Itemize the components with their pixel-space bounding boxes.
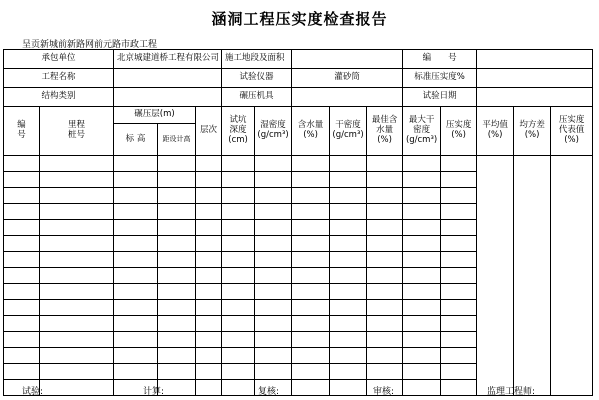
table-cell[interactable] (255, 332, 292, 348)
table-cell[interactable] (403, 316, 441, 332)
table-cell[interactable] (403, 268, 441, 284)
contractor-label: 承包单位 (4, 50, 114, 69)
table-cell[interactable] (255, 252, 292, 268)
std-compaction-value (477, 69, 593, 88)
table-cell[interactable] (551, 156, 593, 396)
table-cell[interactable] (514, 156, 551, 396)
table-cell[interactable] (158, 268, 196, 284)
table-cell[interactable] (40, 316, 114, 332)
header-max-dry-density: 最大干 密度 (g/cm³) (403, 107, 441, 156)
table-cell[interactable] (441, 300, 477, 316)
contractor-value: 北京城建道桥工程有限公司 (114, 50, 222, 69)
table-cell[interactable] (114, 284, 158, 300)
table-cell[interactable] (40, 252, 114, 268)
project-label: 工程名称 (4, 69, 114, 88)
table-cell[interactable] (367, 220, 403, 236)
table-cell[interactable] (403, 236, 441, 252)
table-cell[interactable] (441, 236, 477, 252)
table-cell[interactable] (40, 284, 114, 300)
info-row-1 (4, 50, 593, 69)
reviewer-label: 复核: (258, 387, 280, 397)
header-dry-density: 干密度 (g/cm³) (330, 107, 367, 156)
table-cell[interactable] (367, 300, 403, 316)
table-cell[interactable] (222, 300, 255, 316)
table-cell[interactable] (330, 252, 367, 268)
table-cell[interactable] (367, 268, 403, 284)
table-cell[interactable] (158, 364, 196, 380)
table-cell[interactable] (222, 268, 255, 284)
table-cell[interactable] (403, 188, 441, 204)
table-cell[interactable] (403, 284, 441, 300)
table-cell[interactable] (196, 316, 222, 332)
table-cell[interactable] (158, 220, 196, 236)
tester-label: 试验: (22, 387, 44, 397)
header-station: 里程 桩号 (40, 107, 114, 156)
table-cell[interactable] (330, 300, 367, 316)
table-cell[interactable] (158, 156, 196, 172)
structure-value (114, 88, 222, 107)
table-cell[interactable] (40, 204, 114, 220)
table-cell[interactable] (441, 188, 477, 204)
table-cell[interactable] (158, 284, 196, 300)
header-layer-no: 层次 (196, 107, 222, 156)
table-row (4, 156, 593, 172)
table-cell[interactable] (330, 316, 367, 332)
table-cell[interactable] (196, 348, 222, 364)
table-cell[interactable] (367, 204, 403, 220)
table-cell[interactable] (114, 252, 158, 268)
table-cell[interactable] (114, 300, 158, 316)
table-cell[interactable] (367, 252, 403, 268)
header-moisture: 含水量 (%) (292, 107, 330, 156)
table-cell[interactable] (222, 172, 255, 188)
table-cell[interactable] (441, 364, 477, 380)
table-cell[interactable] (222, 284, 255, 300)
table-cell[interactable] (292, 172, 330, 188)
table-cell[interactable] (255, 268, 292, 284)
table-cell[interactable] (158, 348, 196, 364)
structure-label: 结构类别 (4, 88, 114, 107)
table-cell[interactable] (196, 300, 222, 316)
site-label: 施工地段及面积 (222, 50, 292, 69)
roller-label: 碾压机具 (222, 88, 292, 107)
table-cell[interactable] (330, 348, 367, 364)
table-cell[interactable] (4, 188, 40, 204)
table-cell[interactable] (114, 332, 158, 348)
table-cell[interactable] (222, 332, 255, 348)
number-value (477, 50, 593, 69)
table-cell[interactable] (222, 156, 255, 172)
table-cell[interactable] (40, 348, 114, 364)
table-cell[interactable] (222, 188, 255, 204)
table-cell[interactable] (158, 236, 196, 252)
report-title: 涵洞工程压实度检查报告 (211, 10, 388, 28)
table-cell[interactable] (158, 316, 196, 332)
table-cell[interactable] (330, 284, 367, 300)
table-cell[interactable] (4, 364, 40, 380)
table-cell[interactable] (196, 188, 222, 204)
table-cell[interactable] (367, 284, 403, 300)
table-cell[interactable] (4, 316, 40, 332)
table-cell[interactable] (292, 220, 330, 236)
table-cell[interactable] (40, 332, 114, 348)
table-cell[interactable] (196, 204, 222, 220)
table-cell[interactable] (222, 204, 255, 220)
table-cell[interactable] (255, 348, 292, 364)
table-cell[interactable] (403, 332, 441, 348)
table-cell[interactable] (255, 156, 292, 172)
table-cell[interactable] (196, 284, 222, 300)
table-cell[interactable] (222, 220, 255, 236)
table-cell[interactable] (114, 364, 158, 380)
header-design-dist: 距设计高 (158, 124, 196, 156)
table-cell[interactable] (222, 348, 255, 364)
table-cell[interactable] (222, 252, 255, 268)
table-cell[interactable] (255, 364, 292, 380)
table-cell[interactable] (255, 172, 292, 188)
table-cell[interactable] (114, 268, 158, 284)
table-cell[interactable] (114, 172, 158, 188)
table-cell[interactable] (158, 204, 196, 220)
table-cell[interactable] (330, 220, 367, 236)
table-cell[interactable] (441, 332, 477, 348)
header-optimum-moisture: 最佳含 水量 (%) (367, 107, 403, 156)
table-cell[interactable] (330, 236, 367, 252)
table-cell[interactable] (330, 204, 367, 220)
table-cell[interactable] (196, 236, 222, 252)
table-cell[interactable] (158, 188, 196, 204)
table-cell[interactable] (292, 188, 330, 204)
calculator-label: 计算: (143, 387, 165, 397)
table-cell[interactable] (196, 268, 222, 284)
table-cell[interactable] (330, 172, 367, 188)
table-cell[interactable] (367, 364, 403, 380)
table-cell[interactable] (330, 332, 367, 348)
table-cell[interactable] (158, 172, 196, 188)
header-serial: 编 号 (4, 107, 40, 156)
table-cell[interactable] (292, 204, 330, 220)
table-cell[interactable] (292, 156, 330, 172)
table-cell[interactable] (40, 220, 114, 236)
table-cell[interactable] (403, 172, 441, 188)
table-cell[interactable] (441, 156, 477, 172)
table-cell[interactable] (196, 172, 222, 188)
table-cell[interactable] (367, 156, 403, 172)
table-cell[interactable] (441, 268, 477, 284)
table-cell[interactable] (292, 284, 330, 300)
table-cell[interactable] (367, 188, 403, 204)
table-cell[interactable] (367, 332, 403, 348)
table-cell[interactable] (196, 156, 222, 172)
table-cell[interactable] (367, 172, 403, 188)
table-cell[interactable] (441, 348, 477, 364)
table-cell[interactable] (114, 204, 158, 220)
table-cell[interactable] (255, 284, 292, 300)
compaction-report-table (3, 49, 593, 396)
table-cell[interactable] (292, 268, 330, 284)
table-cell[interactable] (403, 252, 441, 268)
table-cell[interactable] (255, 188, 292, 204)
table-cell[interactable] (441, 220, 477, 236)
table-cell[interactable] (4, 204, 40, 220)
auditor-label: 审核: (373, 387, 395, 397)
table-cell[interactable] (114, 316, 158, 332)
table-cell[interactable] (403, 300, 441, 316)
roller-value (292, 88, 403, 107)
table-cell[interactable] (441, 284, 477, 300)
table-cell[interactable] (4, 348, 40, 364)
header-wet-density: 湿密度 (g/cm³) (255, 107, 292, 156)
table-cell[interactable] (441, 316, 477, 332)
table-cell[interactable] (441, 204, 477, 220)
test-date-label: 试验日期 (403, 88, 477, 107)
table-cell[interactable] (403, 220, 441, 236)
table-cell[interactable] (40, 364, 114, 380)
table-cell[interactable] (158, 332, 196, 348)
header-row-1 (4, 107, 593, 124)
table-cell[interactable] (114, 156, 158, 172)
table-cell[interactable] (40, 236, 114, 252)
table-cell[interactable] (330, 364, 367, 380)
table-cell[interactable] (403, 156, 441, 172)
table-cell[interactable] (222, 236, 255, 252)
header-elevation: 标 高 (114, 124, 158, 156)
table-cell[interactable] (367, 348, 403, 364)
table-cell[interactable] (158, 300, 196, 316)
table-cell[interactable] (292, 252, 330, 268)
table-cell[interactable] (114, 188, 158, 204)
table-cell[interactable] (40, 268, 114, 284)
table-cell[interactable] (196, 332, 222, 348)
table-cell[interactable] (4, 220, 40, 236)
table-cell[interactable] (114, 220, 158, 236)
table-cell[interactable] (255, 300, 292, 316)
table-cell[interactable] (4, 300, 40, 316)
table-cell[interactable] (40, 188, 114, 204)
table-cell[interactable] (292, 236, 330, 252)
table-cell[interactable] (292, 348, 330, 364)
header-pit-depth: 试坑 深度 (cm) (222, 107, 255, 156)
info-row-2 (4, 69, 593, 88)
test-date-value (477, 88, 593, 107)
table-cell[interactable] (222, 316, 255, 332)
table-cell[interactable] (255, 220, 292, 236)
table-cell[interactable] (441, 172, 477, 188)
instrument-value: 灌砂筒 (292, 69, 403, 88)
table-cell[interactable] (4, 268, 40, 284)
table-cell[interactable] (4, 252, 40, 268)
table-cell[interactable] (114, 236, 158, 252)
site-value (292, 50, 403, 69)
table-cell[interactable] (367, 236, 403, 252)
number-label: 编 号 (403, 50, 477, 69)
table-cell[interactable] (330, 268, 367, 284)
table-cell[interactable] (403, 364, 441, 380)
instrument-label: 试验仪器 (222, 69, 292, 88)
table-cell[interactable] (40, 172, 114, 188)
table-cell[interactable] (114, 348, 158, 364)
table-cell[interactable] (292, 332, 330, 348)
table-cell[interactable] (4, 172, 40, 188)
header-average: 平均值 (%) (477, 107, 514, 156)
data-rows (4, 156, 593, 396)
header-layer-group: 碾压层(m) (114, 107, 196, 124)
table-cell[interactable] (40, 156, 114, 172)
table-cell[interactable] (40, 300, 114, 316)
std-compaction-label: 标准压实度% (403, 69, 477, 88)
table-cell[interactable] (330, 156, 367, 172)
table-cell[interactable] (196, 220, 222, 236)
header-compaction: 压实度 (%) (441, 107, 477, 156)
project-value (114, 69, 222, 88)
header-variance: 均方差 (%) (514, 107, 551, 156)
table-cell[interactable] (477, 156, 514, 396)
table-cell[interactable] (4, 332, 40, 348)
table-cell[interactable] (292, 316, 330, 332)
table-cell[interactable] (403, 348, 441, 364)
table-cell[interactable] (222, 364, 255, 380)
table-cell[interactable] (158, 252, 196, 268)
table-cell[interactable] (4, 156, 40, 172)
project-name: 呈贡新城前新路网前元路市政工程 (22, 40, 158, 50)
table-cell[interactable] (330, 188, 367, 204)
info-row-3 (4, 88, 593, 107)
table-cell[interactable] (255, 204, 292, 220)
signature-footer (0, 384, 599, 398)
table-cell[interactable] (441, 252, 477, 268)
table-cell[interactable] (255, 316, 292, 332)
table-cell[interactable] (4, 284, 40, 300)
table-cell[interactable] (367, 316, 403, 332)
table-cell[interactable] (403, 204, 441, 220)
table-cell[interactable] (292, 300, 330, 316)
table-cell[interactable] (4, 236, 40, 252)
supervisor-label: 监理工程师: (487, 387, 536, 397)
table-cell[interactable] (255, 236, 292, 252)
header-representative: 压实度 代表值 (%) (551, 107, 593, 156)
table-cell[interactable] (292, 364, 330, 380)
table-cell[interactable] (196, 252, 222, 268)
table-cell[interactable] (196, 364, 222, 380)
